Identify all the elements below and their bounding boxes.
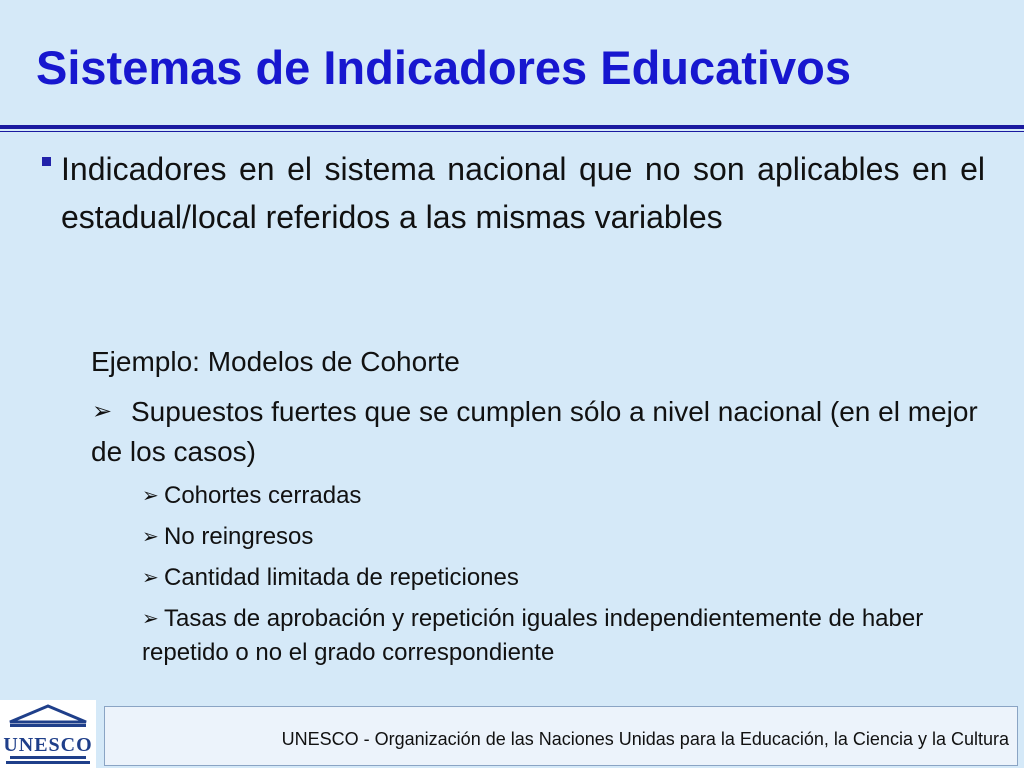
list-item: Tasas de aprobación y repetición iguales independientemente de haber repetido o no el grado correspondiente [142,605,924,666]
title-divider-thick [0,125,1024,129]
arrow-bullet-icon: ➢ [142,485,159,507]
slide-title: Sistemas de Indicadores Educativos [36,41,851,94]
svg-text:UNESCO: UNESCO [3,734,93,756]
arrow-bullet-icon: ➢ [142,567,159,589]
example-heading: Ejemplo: Modelos de Cohorte [91,346,460,377]
sub-bullet-text: Supuestos fuertes que se cumplen sólo a nivel nacional (en el mejor de los casos) [91,396,978,467]
title-divider-thin [0,131,1024,132]
square-bullet-icon [42,157,51,166]
list-item: Cantidad limitada de repeticiones [164,564,519,591]
unesco-logo [0,700,96,768]
footer-text: UNESCO - Organización de las Naciones Unidas para la Educación, la Ciencia y la Cultura [281,729,1009,749]
list-item: Cohortes cerradas [164,482,362,509]
arrow-bullet-icon: ➢ [92,398,113,425]
main-bullet-text: Indicadores en el sistema nacional que no son aplicables en el estadual/local referidos a las mismas variables [61,151,985,235]
arrow-bullet-icon: ➢ [142,526,159,548]
list-item: No reingresos [164,523,314,550]
arrow-bullet-icon: ➢ [142,608,159,630]
footer-bar [104,706,1018,766]
